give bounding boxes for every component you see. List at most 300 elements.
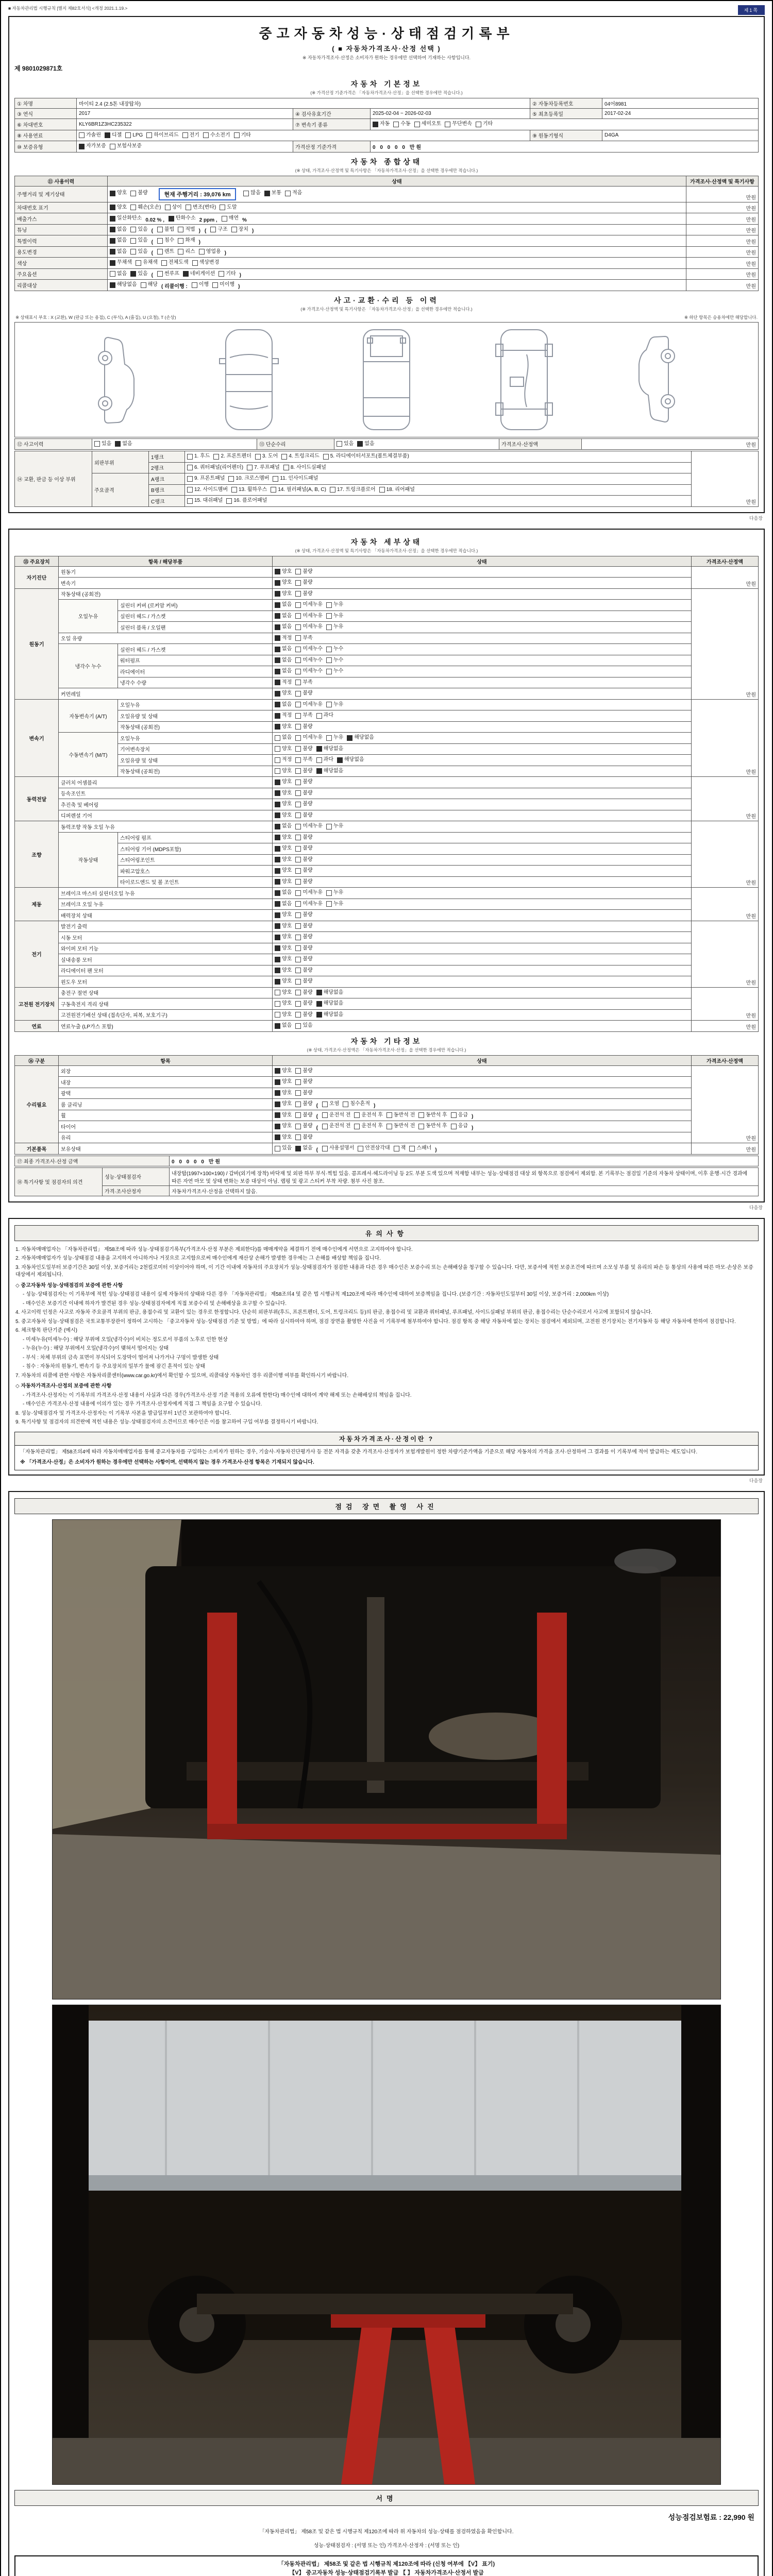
checkbox[interactable]	[275, 647, 280, 652]
checkbox[interactable]	[79, 132, 85, 138]
checkbox-option[interactable]	[295, 889, 323, 896]
checkbox-option[interactable]	[337, 756, 364, 764]
checkbox[interactable]	[187, 498, 193, 504]
checkbox-option[interactable]	[326, 601, 343, 608]
checkbox-option[interactable]	[275, 712, 292, 719]
checkbox-option[interactable]	[295, 601, 323, 608]
checkbox-option[interactable]	[275, 701, 292, 708]
checkbox[interactable]	[295, 735, 301, 741]
checkbox-option[interactable]	[110, 226, 127, 233]
checkbox-option[interactable]	[178, 226, 195, 233]
checkbox-option[interactable]	[231, 226, 248, 233]
checkbox[interactable]	[295, 746, 301, 752]
checkbox-option[interactable]	[79, 132, 101, 139]
checkbox-option[interactable]	[295, 1078, 312, 1086]
checkbox-option[interactable]	[295, 590, 312, 598]
checkbox-option[interactable]	[316, 745, 344, 753]
checkbox[interactable]	[418, 1124, 424, 1129]
checkbox-option[interactable]	[343, 1100, 370, 1108]
checkbox-option[interactable]	[275, 812, 292, 819]
checkbox[interactable]	[283, 465, 289, 470]
checkbox[interactable]	[165, 205, 171, 210]
checkbox[interactable]	[275, 802, 280, 807]
checkbox[interactable]	[183, 271, 189, 277]
checkbox[interactable]	[295, 890, 301, 896]
checkbox-option[interactable]	[295, 945, 312, 952]
checkbox[interactable]	[243, 191, 249, 196]
checkbox[interactable]	[326, 702, 332, 707]
checkbox[interactable]	[322, 1124, 328, 1129]
checkbox[interactable]	[169, 216, 174, 222]
checkbox[interactable]	[275, 835, 280, 840]
checkbox-option[interactable]	[275, 568, 292, 575]
checkbox-option[interactable]	[110, 237, 127, 244]
checkbox[interactable]	[316, 990, 322, 995]
checkbox-option[interactable]	[115, 440, 132, 448]
checkbox-option[interactable]	[275, 1134, 292, 1141]
checkbox-option[interactable]	[213, 453, 251, 460]
checkbox-option[interactable]	[358, 1145, 390, 1152]
checkbox-option[interactable]	[220, 204, 237, 211]
checkbox-option[interactable]	[187, 464, 243, 471]
checkbox-option[interactable]	[275, 1112, 292, 1119]
checkbox-option[interactable]	[79, 143, 106, 150]
checkbox-option[interactable]	[157, 248, 174, 256]
checkbox-option[interactable]	[275, 1011, 292, 1019]
checkbox-option[interactable]	[326, 657, 343, 664]
checkbox[interactable]	[192, 282, 197, 288]
checkbox-option[interactable]	[295, 1100, 312, 1108]
checkbox-option[interactable]	[295, 701, 323, 708]
checkbox[interactable]	[295, 657, 301, 663]
checkbox-option[interactable]	[247, 464, 280, 471]
checkbox-option[interactable]	[231, 486, 267, 494]
checkbox-option[interactable]	[275, 801, 292, 808]
checkbox-option[interactable]	[295, 978, 312, 985]
checkbox-option[interactable]	[283, 464, 326, 471]
checkbox[interactable]	[409, 1146, 415, 1151]
checkbox-option[interactable]	[295, 1067, 312, 1075]
checkbox[interactable]	[295, 957, 301, 962]
checkbox[interactable]	[295, 635, 301, 641]
checkbox-option[interactable]	[203, 132, 230, 139]
checkbox-option[interactable]	[275, 613, 292, 620]
checkbox-option[interactable]	[326, 823, 343, 830]
checkbox-option[interactable]	[146, 132, 178, 139]
checkbox[interactable]	[275, 912, 280, 918]
checkbox-option[interactable]	[326, 701, 343, 708]
checkbox-option[interactable]	[275, 845, 292, 852]
checkbox-option[interactable]	[275, 756, 292, 764]
checkbox[interactable]	[295, 802, 301, 807]
checkbox-option[interactable]	[295, 845, 312, 852]
checkbox-option[interactable]	[295, 768, 312, 775]
checkbox[interactable]	[295, 591, 301, 597]
checkbox-option[interactable]	[187, 453, 210, 460]
checkbox[interactable]	[157, 227, 163, 232]
checkbox[interactable]	[281, 454, 287, 460]
checkbox[interactable]	[337, 441, 342, 447]
checkbox-option[interactable]	[316, 1011, 344, 1019]
checkbox-option[interactable]	[273, 475, 318, 482]
checkbox[interactable]	[295, 691, 301, 697]
checkbox-option[interactable]	[130, 270, 147, 278]
checkbox-option[interactable]	[105, 132, 122, 139]
checkbox-option[interactable]	[110, 281, 137, 289]
checkbox[interactable]	[451, 1124, 457, 1129]
checkbox-option[interactable]	[295, 657, 323, 664]
checkbox[interactable]	[357, 441, 363, 447]
checkbox-option[interactable]	[275, 956, 292, 963]
checkbox-option[interactable]	[275, 934, 292, 941]
checkbox-option[interactable]	[110, 270, 127, 278]
checkbox-option[interactable]	[295, 823, 323, 830]
checkbox-option[interactable]	[322, 1112, 350, 1119]
checkbox-option[interactable]	[295, 867, 312, 874]
checkbox-option[interactable]	[326, 613, 343, 620]
checkbox[interactable]	[275, 1146, 280, 1151]
checkbox[interactable]	[316, 713, 322, 719]
checkbox[interactable]	[295, 1079, 301, 1085]
checkbox-option[interactable]	[212, 281, 234, 289]
checkbox[interactable]	[386, 1112, 392, 1118]
checkbox[interactable]	[275, 1124, 280, 1129]
checkbox-option[interactable]	[330, 486, 376, 494]
checkbox-option[interactable]	[130, 226, 147, 233]
checkbox[interactable]	[275, 569, 280, 574]
checkbox[interactable]	[275, 923, 280, 929]
checkbox[interactable]	[326, 669, 332, 674]
checkbox-option[interactable]	[295, 723, 312, 731]
checkbox[interactable]	[326, 901, 332, 907]
checkbox-option[interactable]	[275, 590, 292, 598]
checkbox-option[interactable]	[275, 790, 292, 797]
checkbox-option[interactable]	[192, 281, 209, 289]
checkbox-option[interactable]	[295, 745, 312, 753]
checkbox-option[interactable]	[322, 1100, 339, 1108]
checkbox-option[interactable]	[110, 215, 142, 222]
checkbox[interactable]	[231, 227, 237, 232]
checkbox-option[interactable]	[275, 1067, 292, 1075]
checkbox-option[interactable]	[110, 143, 142, 150]
checkbox-option[interactable]	[275, 657, 292, 664]
checkbox[interactable]	[326, 657, 332, 663]
checkbox-option[interactable]	[295, 956, 312, 963]
checkbox[interactable]	[295, 979, 301, 985]
checkbox-option[interactable]	[157, 226, 174, 233]
checkbox[interactable]	[275, 879, 280, 885]
checkbox[interactable]	[187, 454, 193, 460]
checkbox-option[interactable]	[275, 911, 292, 919]
checkbox[interactable]	[295, 1146, 301, 1151]
checkbox[interactable]	[295, 702, 301, 707]
checkbox[interactable]	[275, 890, 280, 896]
checkbox[interactable]	[316, 768, 322, 774]
checkbox-option[interactable]	[275, 989, 292, 996]
checkbox[interactable]	[295, 812, 301, 818]
checkbox[interactable]	[264, 191, 270, 196]
checkbox-option[interactable]	[275, 834, 292, 841]
checkbox-option[interactable]	[354, 1112, 382, 1119]
checkbox-option[interactable]	[178, 248, 195, 256]
checkbox-option[interactable]	[323, 453, 409, 460]
checkbox[interactable]	[295, 990, 301, 995]
checkbox-option[interactable]	[451, 1123, 468, 1130]
checkbox[interactable]	[247, 465, 253, 470]
checkbox[interactable]	[222, 216, 227, 222]
checkbox-option[interactable]	[347, 734, 374, 741]
checkbox[interactable]	[393, 122, 399, 127]
checkbox[interactable]	[275, 901, 280, 907]
checkbox-option[interactable]	[295, 801, 312, 808]
checkbox-option[interactable]	[210, 226, 227, 233]
checkbox-option[interactable]	[275, 1090, 292, 1097]
checkbox-option[interactable]	[275, 889, 292, 896]
checkbox-option[interactable]	[295, 646, 323, 653]
checkbox[interactable]	[295, 602, 301, 608]
checkbox-option[interactable]	[110, 190, 127, 197]
checkbox-option[interactable]	[255, 453, 278, 460]
checkbox[interactable]	[219, 271, 224, 277]
checkbox-option[interactable]	[295, 790, 312, 797]
checkbox[interactable]	[295, 613, 301, 619]
checkbox[interactable]	[386, 1124, 392, 1129]
checkbox[interactable]	[110, 205, 115, 210]
checkbox[interactable]	[115, 441, 121, 447]
checkbox-option[interactable]	[275, 768, 292, 775]
checkbox[interactable]	[445, 122, 450, 127]
checkbox-option[interactable]	[316, 989, 344, 996]
checkbox-option[interactable]	[199, 248, 221, 256]
checkbox-option[interactable]	[275, 778, 292, 786]
checkbox[interactable]	[275, 702, 280, 707]
checkbox[interactable]	[295, 1134, 301, 1140]
checkbox[interactable]	[234, 132, 240, 138]
checkbox[interactable]	[110, 144, 115, 149]
checkbox[interactable]	[275, 990, 280, 995]
checkbox-option[interactable]	[275, 1078, 292, 1086]
checkbox-option[interactable]	[295, 967, 312, 974]
checkbox[interactable]	[157, 238, 163, 244]
checkbox-option[interactable]	[130, 248, 147, 256]
checkbox[interactable]	[275, 691, 280, 697]
checkbox[interactable]	[130, 227, 136, 232]
checkbox[interactable]	[295, 680, 301, 685]
checkbox[interactable]	[295, 1090, 301, 1096]
checkbox[interactable]	[295, 647, 301, 652]
checkbox-option[interactable]	[451, 1112, 468, 1119]
checkbox[interactable]	[125, 132, 131, 138]
checkbox-option[interactable]	[414, 121, 442, 128]
checkbox-option[interactable]	[275, 1000, 292, 1007]
checkbox-option[interactable]	[409, 1145, 431, 1152]
checkbox[interactable]	[105, 132, 110, 138]
checkbox[interactable]	[354, 1112, 360, 1118]
checkbox-option[interactable]	[295, 934, 312, 941]
checkbox[interactable]	[275, 1101, 280, 1107]
checkbox-option[interactable]	[110, 204, 127, 211]
checkbox[interactable]	[451, 1112, 457, 1118]
checkbox[interactable]	[110, 216, 115, 222]
checkbox[interactable]	[275, 669, 280, 674]
checkbox[interactable]	[110, 191, 115, 196]
checkbox[interactable]	[130, 238, 136, 244]
checkbox-option[interactable]	[157, 270, 179, 278]
checkbox-option[interactable]	[295, 1090, 312, 1097]
checkbox-option[interactable]	[386, 1112, 415, 1119]
checkbox-option[interactable]	[275, 867, 292, 874]
checkbox[interactable]	[394, 1146, 399, 1151]
checkbox[interactable]	[203, 132, 209, 138]
checkbox[interactable]	[295, 923, 301, 929]
checkbox-option[interactable]	[275, 1123, 292, 1130]
checkbox[interactable]	[275, 768, 280, 774]
checkbox-option[interactable]	[295, 690, 312, 697]
checkbox[interactable]	[295, 779, 301, 785]
checkbox-option[interactable]	[275, 878, 292, 886]
checkbox[interactable]	[295, 724, 301, 730]
checkbox-option[interactable]	[394, 1145, 406, 1152]
checkbox-option[interactable]	[110, 259, 132, 266]
checkbox-option[interactable]	[295, 989, 312, 996]
checkbox-option[interactable]	[295, 878, 312, 886]
checkbox-option[interactable]	[373, 121, 390, 128]
checkbox-option[interactable]	[445, 121, 472, 128]
checkbox[interactable]	[326, 602, 332, 608]
checkbox[interactable]	[136, 260, 141, 266]
checkbox-option[interactable]	[275, 856, 292, 863]
checkbox[interactable]	[295, 1012, 301, 1018]
checkbox-option[interactable]	[295, 923, 312, 930]
checkbox-option[interactable]	[275, 745, 292, 753]
checkbox-option[interactable]	[295, 1134, 312, 1141]
checkbox[interactable]	[275, 968, 280, 973]
checkbox[interactable]	[275, 1012, 280, 1018]
checkbox-option[interactable]	[295, 1011, 312, 1019]
checkbox-option[interactable]	[316, 768, 344, 775]
checkbox[interactable]	[161, 260, 167, 266]
checkbox-option[interactable]	[326, 668, 343, 675]
checkbox[interactable]	[110, 271, 115, 277]
checkbox-option[interactable]	[326, 889, 343, 896]
checkbox[interactable]	[187, 465, 193, 470]
checkbox-option[interactable]	[295, 635, 312, 642]
checkbox-option[interactable]	[275, 690, 292, 697]
checkbox[interactable]	[414, 122, 420, 127]
checkbox[interactable]	[295, 1112, 301, 1118]
checkbox[interactable]	[316, 1001, 322, 1007]
checkbox[interactable]	[192, 260, 198, 266]
checkbox-option[interactable]	[226, 497, 267, 504]
checkbox-option[interactable]	[187, 497, 223, 504]
checkbox[interactable]	[275, 757, 280, 763]
checkbox[interactable]	[295, 868, 301, 874]
checkbox-option[interactable]	[295, 1123, 312, 1130]
checkbox[interactable]	[295, 912, 301, 918]
checkbox[interactable]	[295, 879, 301, 885]
checkbox-option[interactable]	[275, 978, 292, 985]
checkbox[interactable]	[255, 454, 261, 460]
checkbox-option[interactable]	[130, 204, 161, 211]
checkbox[interactable]	[186, 205, 191, 210]
checkbox-option[interactable]	[295, 1022, 312, 1029]
checkbox[interactable]	[275, 613, 280, 619]
checkbox-option[interactable]	[316, 712, 333, 719]
checkbox-option[interactable]	[295, 756, 312, 764]
checkbox[interactable]	[231, 487, 237, 493]
checkbox[interactable]	[220, 205, 225, 210]
checkbox[interactable]	[130, 205, 136, 210]
checkbox[interactable]	[275, 635, 280, 641]
checkbox[interactable]	[295, 1124, 301, 1129]
checkbox[interactable]	[295, 945, 301, 951]
checkbox[interactable]	[110, 282, 115, 288]
checkbox-option[interactable]	[275, 679, 292, 686]
checkbox[interactable]	[212, 282, 218, 288]
checkbox-option[interactable]	[295, 1145, 312, 1152]
checkbox[interactable]	[379, 487, 385, 493]
checkbox[interactable]	[295, 857, 301, 862]
checkbox[interactable]	[326, 824, 332, 829]
checkbox-option[interactable]	[169, 215, 196, 222]
checkbox-option[interactable]	[130, 190, 147, 197]
checkbox-option[interactable]	[295, 668, 323, 675]
checkbox[interactable]	[295, 580, 301, 586]
checkbox[interactable]	[326, 890, 332, 896]
checkbox[interactable]	[275, 724, 280, 730]
checkbox-option[interactable]	[295, 1000, 312, 1007]
checkbox-option[interactable]	[476, 121, 493, 128]
checkbox[interactable]	[199, 249, 205, 255]
checkbox[interactable]	[110, 227, 115, 232]
checkbox[interactable]	[316, 1012, 322, 1018]
checkbox-option[interactable]	[322, 1145, 354, 1152]
checkbox-option[interactable]	[275, 1100, 292, 1108]
checkbox[interactable]	[275, 945, 280, 951]
checkbox[interactable]	[275, 779, 280, 785]
checkbox-option[interactable]	[187, 475, 225, 482]
checkbox[interactable]	[94, 441, 100, 447]
checkbox-option[interactable]	[110, 248, 127, 256]
checkbox[interactable]	[275, 868, 280, 874]
checkbox[interactable]	[275, 857, 280, 862]
checkbox[interactable]	[418, 1112, 424, 1118]
checkbox-option[interactable]	[295, 579, 312, 586]
checkbox[interactable]	[295, 935, 301, 940]
checkbox-option[interactable]	[418, 1112, 447, 1119]
checkbox-option[interactable]	[165, 204, 182, 211]
checkbox-option[interactable]	[418, 1123, 447, 1130]
checkbox[interactable]	[271, 487, 276, 493]
checkbox-option[interactable]	[295, 734, 323, 741]
checkbox-option[interactable]	[271, 486, 326, 494]
checkbox-option[interactable]	[94, 440, 111, 448]
checkbox[interactable]	[476, 122, 481, 127]
checkbox[interactable]	[322, 1146, 328, 1151]
checkbox[interactable]	[295, 1023, 301, 1029]
checkbox[interactable]	[275, 824, 280, 829]
checkbox-option[interactable]	[275, 579, 292, 586]
checkbox-option[interactable]	[337, 440, 354, 448]
checkbox[interactable]	[295, 901, 301, 907]
checkbox-option[interactable]	[275, 623, 292, 631]
checkbox[interactable]	[326, 613, 332, 619]
checkbox-option[interactable]	[275, 635, 292, 642]
checkbox-option[interactable]	[275, 923, 292, 930]
checkbox[interactable]	[326, 624, 332, 630]
checkbox-option[interactable]	[295, 712, 312, 719]
checkbox-option[interactable]	[322, 1123, 350, 1130]
